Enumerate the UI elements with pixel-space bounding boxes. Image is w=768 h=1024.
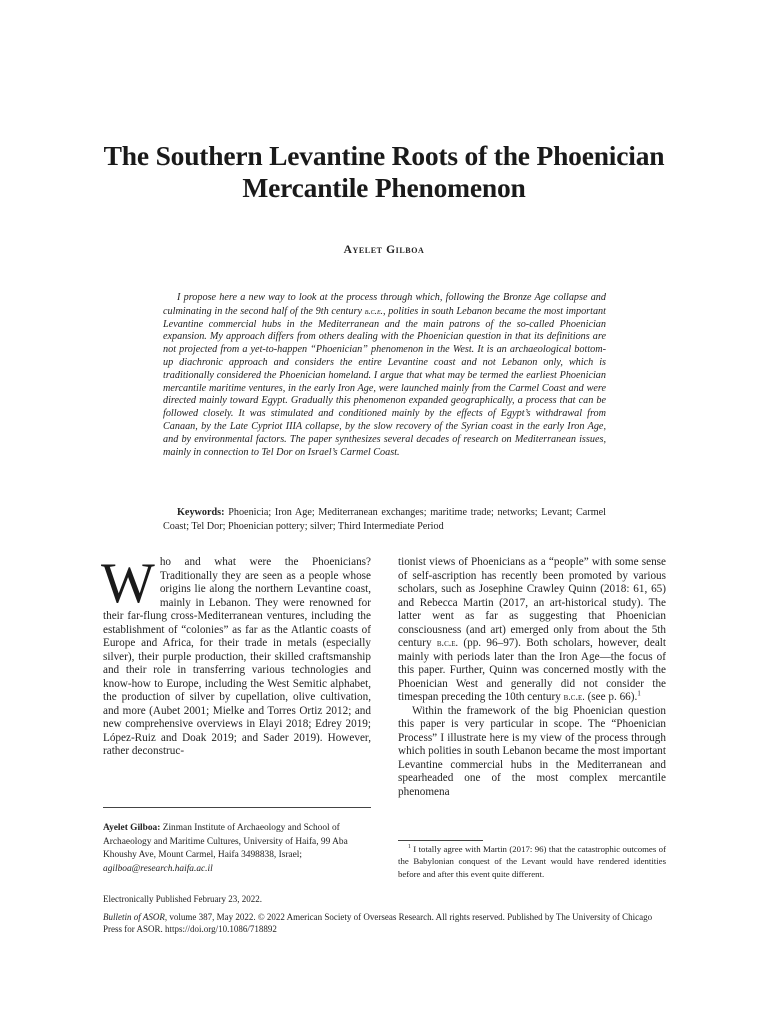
author-affiliation: [103, 822, 373, 876]
body-left-text: ho and what were the Phoenicians? Traditionally they are seen as a people whose origins lie along the northern Levantine coast, mainly in Lebanon. They were renowned for their far-flung cross-Mediterranean ventures, including the establishment of “colonies” as far as the Atlantic coasts of Europe and Africa, for their trade in metals (especially silver), their purple production, their skilled craftsmanship and their role in transferring various technologies and know-how to Europe, including the West Semitic alphabet, the production of silver by cupellation, olive cultivation, and more (Aubet 2001; Mielke and Torres Ortiz 2012; and new comprehensive overviews in Elayi 2018; Edrey 2019; López-Ruiz and Doak 2019; and Sader 2019). However, rather deconstruc-: [103, 556, 371, 757]
body-right-text-b: (pp. 96–97). Both scholars, however, dealt mainly with periods later than the Iron Age—the focus of this paper. Further, Quinn was concerned mostly with the Phoenician West and generally did not consider the timespan preceding the 10th century: [398, 637, 667, 703]
drop-cap: W: [101, 552, 155, 615]
keywords-paragraph: [163, 506, 606, 533]
body-paragraph-second: Within the framework of the big Phoenician question this paper is very particular in scope. The “Phoenician Process” I illustrate here is my view of the process through which polities in south Lebanon became the most important Levantine commercial hubs in the Mediterranean and spearheaded one of the most complex mercantile phenomena: [398, 704, 666, 798]
era-abbreviation: b.c.e.: [563, 692, 585, 703]
keywords: [163, 506, 606, 533]
body-paragraph: [101, 552, 371, 759]
abstract-paragraph: [163, 292, 606, 459]
article-author: Ayelet Gilboa: [343, 244, 425, 256]
author-email[interactable]: agilboa@research.haifa.ac.il: [103, 863, 213, 874]
footnote-number: 1: [408, 844, 411, 851]
article-title: The Southern Levantine Roots of the Phoenician Mercantile Phenomenon: [103, 140, 665, 203]
footnote-text: I totally agree with Martin (2017: 96) that the catastrophic outcomes of the Babylonian conquest of the Levant would have rendered identities before and after this event quite different.: [398, 844, 666, 879]
journal-details: , volume 387, May 2022. © 2022 American Society of Overseas Research. All rights reserved. Published by The University of Chicago Press for ASOR. https://doi.org/10.1086/718892: [103, 912, 653, 934]
affiliation-divider: [103, 807, 371, 808]
keywords-label: Keywords:: [177, 507, 225, 518]
abstract-text-part1: I propose here a new way to look at the process through which, following the Bronze Age collapse and culminating in the second half of the 9th century: [163, 292, 606, 317]
journal-name: Bulletin of ASOR: [103, 912, 165, 922]
journal-citation: [103, 911, 666, 935]
footnote-reference[interactable]: 1: [637, 689, 641, 698]
body-right-text-c: (see p. 66).: [584, 691, 638, 703]
body-column-right: [398, 556, 666, 799]
affiliation-text: Zinman Institute of Archaeology and School of Archaeology and Maritime Cultures, University of Haifa, 99 Aba Khoushy Ave, Mount Carmel, Haifa 3498838, Israel;: [103, 823, 348, 860]
body-column-left: [101, 552, 371, 759]
era-abbreviation: b.c.e.: [364, 305, 383, 316]
abstract: [163, 292, 606, 459]
footnote-divider: [398, 840, 483, 841]
footnote: [398, 843, 666, 880]
abstract-text-part2: , polities in south Lebanon became the most important Levantine commercial hubs in the Mediterranean and the main patrons of the so-called Phoenician expansion. My approach differs from others dealing with the Phoenician question in that its definitions are not projected from a yet-to-happen “Phoenician” phenomenon in the West. It is an archaeological bottom-up diachronic approach and considers the entire Levantine coast and not Lebanon only, which is traditionally considered the Phoenician homeland. I argue that what may be termed the earliest Phoenician mercantile maritime ventures, in the early Iron Age, were launched mainly from the Carmel Coast and were directed mainly toward Egypt. Gradually this phenomenon expanded geographically, a process that can be followed closely. It was stimulated and conditioned mainly by the effects of Egypt’s withdrawal from Canaan, by the Late Cypriot IIIA collapse, by the slow recovery of the Syrian coast in the early Iron Age, and by environmental factors. The paper synthesizes several decades of research on Mediterranean issues, mainly in connection to Tel Dor on Israel’s Carmel Coast.: [163, 305, 606, 458]
footnote-paragraph: [398, 843, 666, 880]
body-right-text-a: tionist views of Phoenicians as a “people” with some sense of self-ascription has recently been promoted by various scholars, such as Josephine Crawley Quinn (2018: 61, 65) and Rebecca Martin (2017, an art-historical study). The latter went as far as suggesting that Phoenician consciousness (and art) emerged only from about the 5th century: [398, 556, 666, 649]
era-abbreviation: b.c.e.: [436, 638, 459, 649]
electronic-publication-date: Electronically Published February 23, 2022.: [103, 894, 262, 904]
affiliation-name: Ayelet Gilboa:: [103, 823, 161, 833]
keywords-text: Phoenicia; Iron Age; Mediterranean exchanges; maritime trade; networks; Levant; Carmel Coast; Tel Dor; Phoenician pottery; silver; Third Intermediate Period: [163, 507, 606, 532]
body-paragraph-continued: [398, 556, 666, 705]
